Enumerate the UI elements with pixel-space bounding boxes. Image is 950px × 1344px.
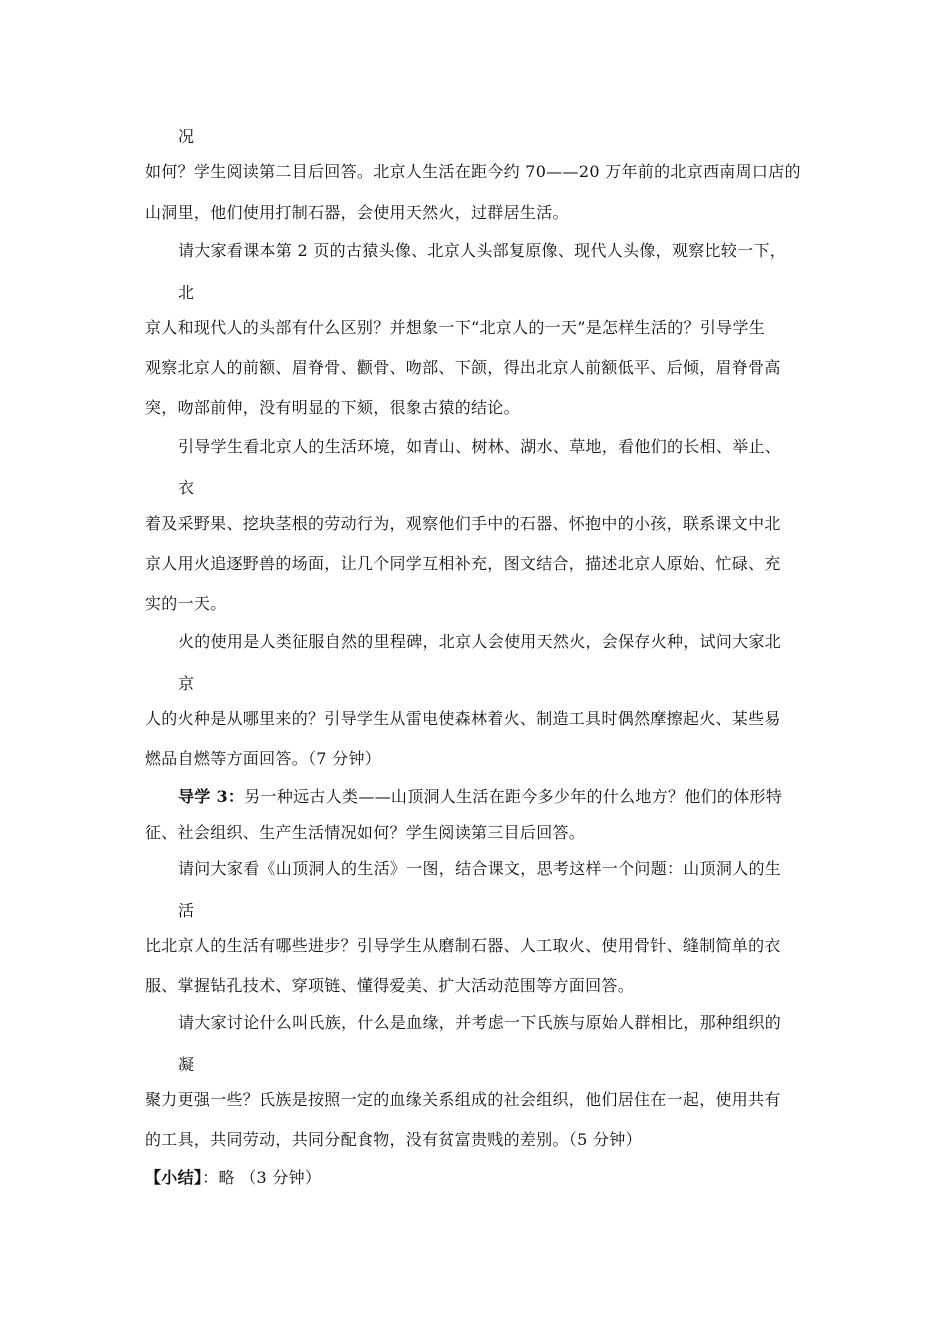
text-line: 引导学生看北京人的生活环境，如青山、树林、湖水、草地，看他们的长相、举止、	[178, 437, 782, 456]
text-line: 请大家讨论什么叫氏族，什么是血缘，并考虑一下氏族与原始人群相比，那种组织的	[178, 1013, 782, 1032]
summary-label: 【小结】	[145, 1168, 203, 1187]
text-line: 服、掌握钻孔技术、穿项链、懂得爱美、扩大活动范围等方面回答。	[145, 976, 635, 995]
text-line: 请问大家看《山顶洞人的生活》一图，结合课文，思考这样一个问题：山顶洞人的生	[178, 859, 782, 878]
text-line: 况	[178, 127, 195, 146]
text-line: 京人用火追逐野兽的场面，让几个同学互相补充，图文结合，描述北京人原始、忙碌、充	[145, 554, 781, 573]
summary-text: ：略 （3 分钟）	[202, 1168, 322, 1187]
text-line	[145, 1168, 815, 1188]
text-line: 京	[178, 674, 195, 693]
text-line: 活	[178, 901, 195, 920]
text-line: 请大家看课本第 2 页的古猿头像、北京人头部复原像、现代人头像，观察比较一下，	[178, 241, 787, 260]
section-label: 导学 3：	[178, 787, 245, 806]
text-line: 凝	[178, 1055, 195, 1074]
text-line: 燃品自燃等方面回答。（7 分钟）	[145, 749, 382, 768]
text-line: 征、社会组织、生产生活情况如何？学生阅读第三目后回答。	[145, 823, 586, 842]
text-line: 着及采野果、挖块茎根的劳动行为，观察他们手中的石器、怀抱中的小孩，联系课文中北	[145, 514, 781, 533]
text-line: 京人和现代人的头部有什么区别？并想象一下“北京人的一天”是怎样生活的？引导学生	[145, 318, 766, 337]
text-line: 实的一天。	[145, 594, 227, 613]
text-line: 观察北京人的前额、眉脊骨、颧骨、吻部、下颌，得出北京人前额低平、后倾，眉脊骨高	[145, 358, 781, 377]
text-line: 火的使用是人类征服自然的里程碑，北京人会使用天然火，会保存火种，试问大家北	[178, 632, 782, 651]
text-line: 人的火种是从哪里来的？引导学生从雷电使森林着火、制造工具时偶然摩擦起火、某些易	[145, 709, 781, 728]
text-line: 突，吻部前伸，没有明显的下颏，很象古猿的结论。	[145, 398, 520, 417]
text-line: 比北京人的生活有哪些进步？引导学生从磨制石器、人工取火、使用骨针、缝制简单的衣	[145, 936, 781, 955]
text-line: 山洞里，他们使用打制石器，会使用天然火，过群居生活。	[145, 203, 569, 222]
text-line: 衣	[178, 478, 195, 497]
text-line	[178, 787, 848, 807]
text-line: 的工具，共同劳动，共同分配食物，没有贫富贵贱的差别。（5 分钟）	[145, 1130, 642, 1149]
text-line: 聚力更强一些？氏族是按照一定的血缘关系组成的社会组织，他们居住在一起，使用共有	[145, 1090, 781, 1109]
text-line: 北	[178, 283, 195, 302]
section-text: 另一种远古人类——山顶洞人生活在距今多少年的什么地方？他们的体形特	[244, 787, 783, 806]
text-line: 如何？学生阅读第二目后回答。北京人生活在距今约 70——20 万年前的北京西南周口店的	[145, 162, 801, 181]
